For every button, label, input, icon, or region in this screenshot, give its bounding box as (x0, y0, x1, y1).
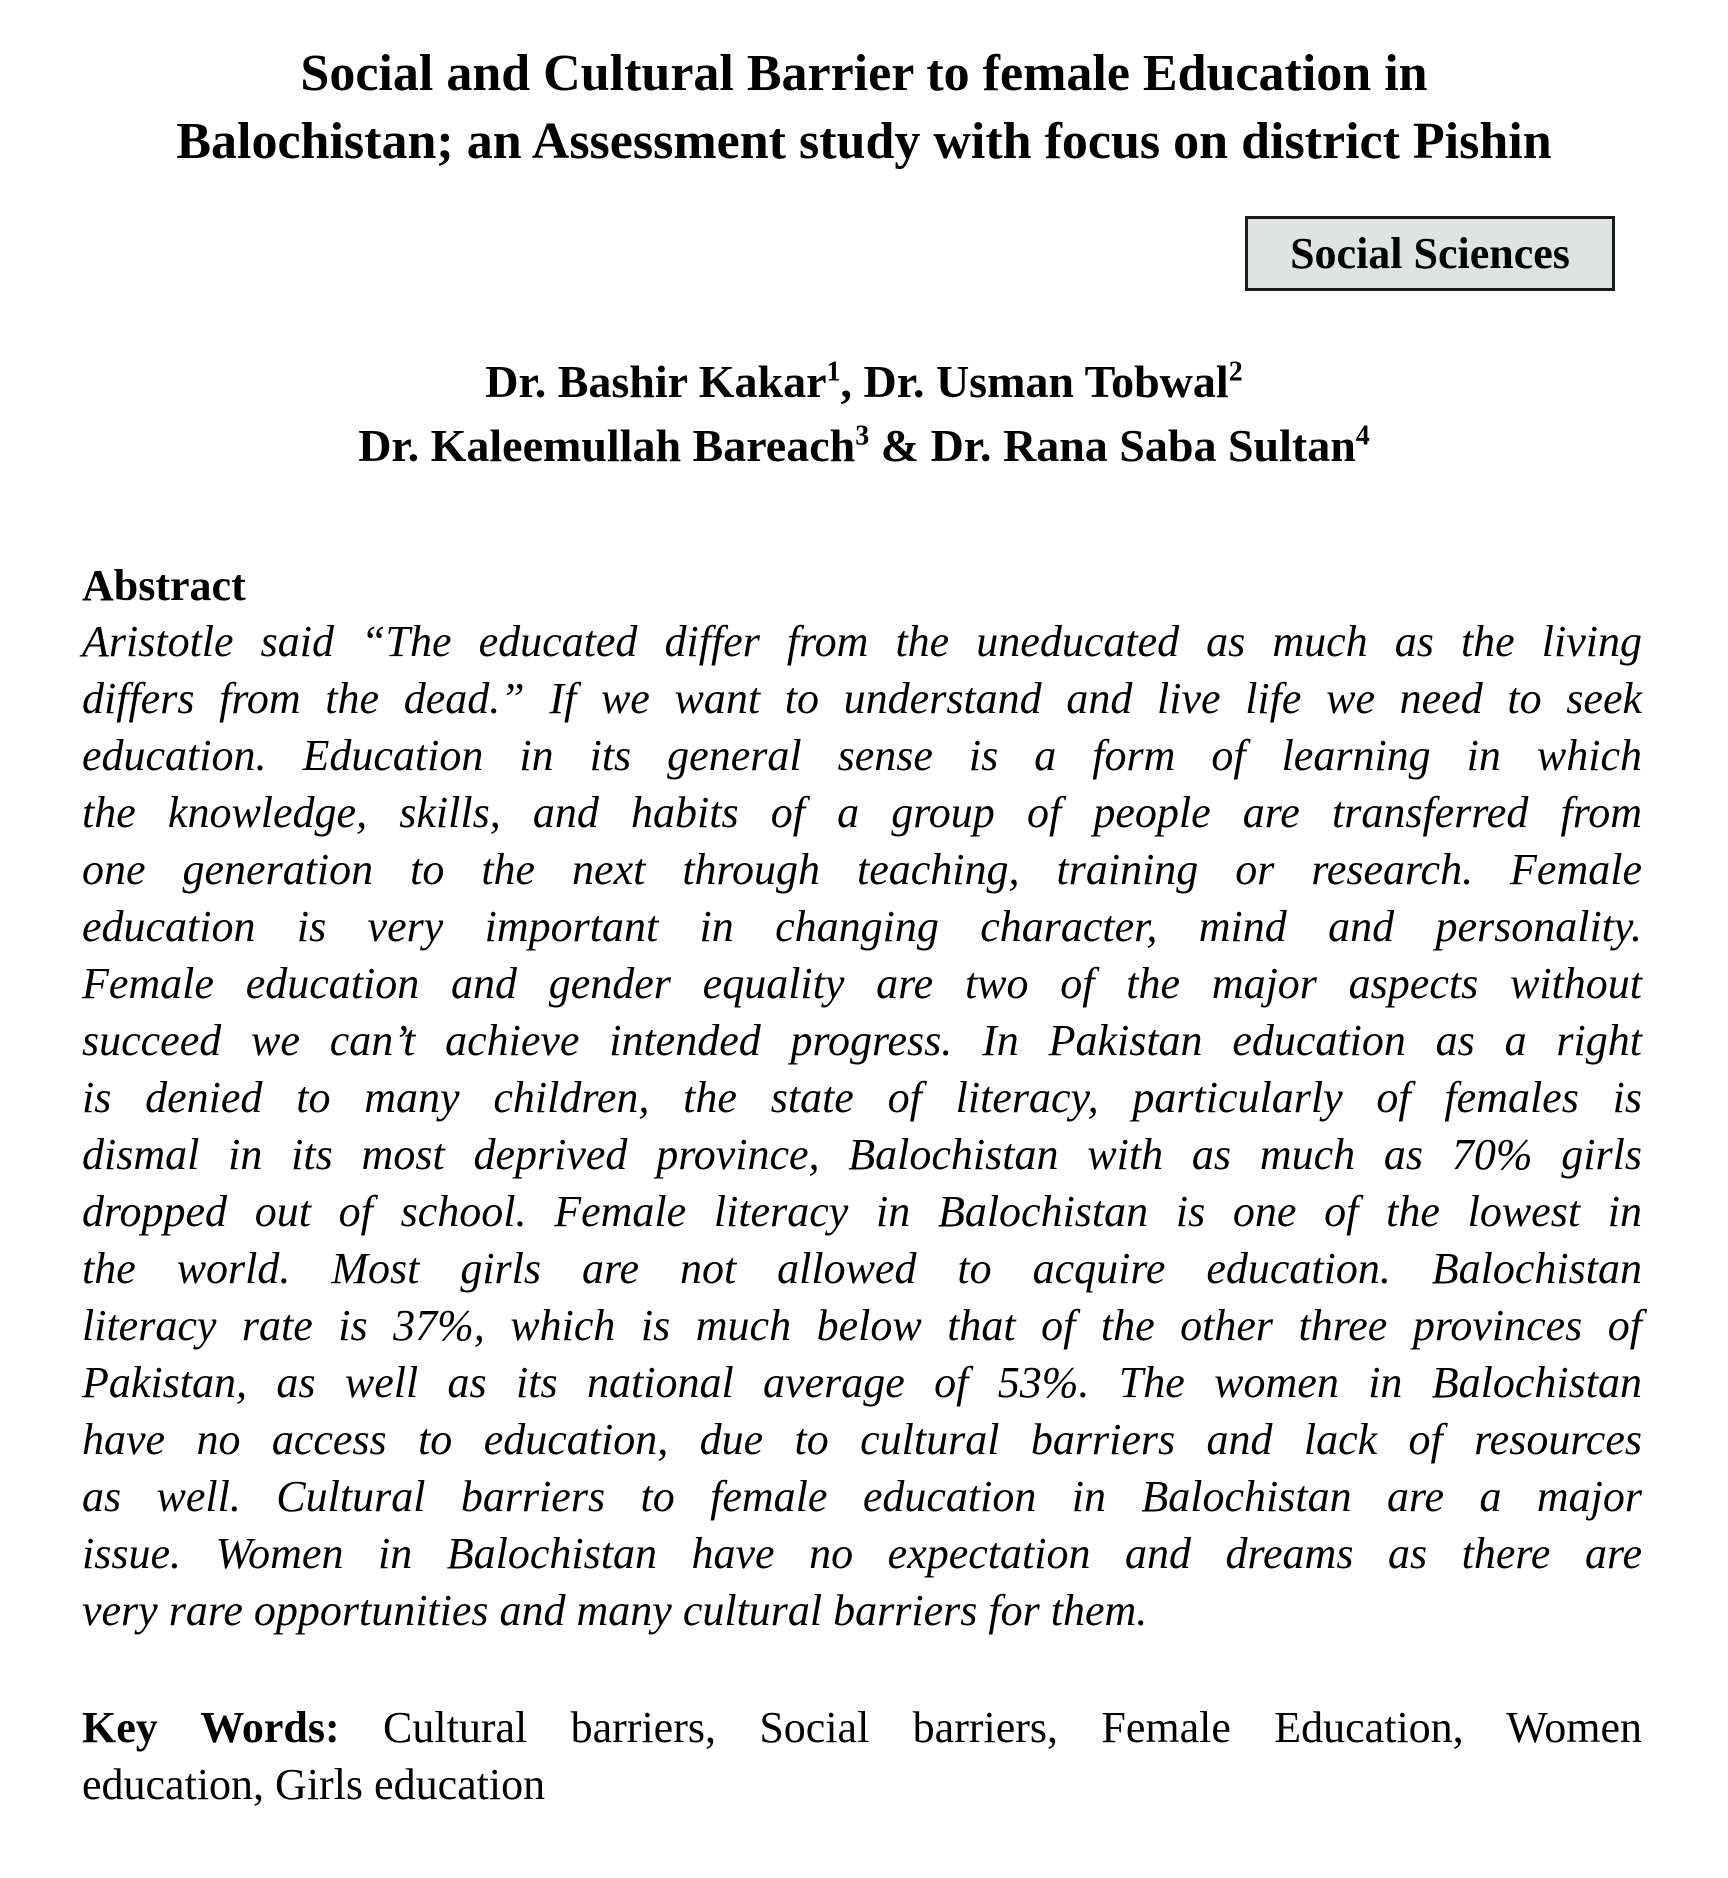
keywords-line-1 (82, 1700, 1642, 1756)
abstract-line: dropped out of school. Female literacy in Balochistan is one of the lowest in (82, 1187, 1642, 1236)
abstract-line: is denied to many children, the state of literacy, particularly of females is (82, 1073, 1642, 1122)
abstract-line: Female education and gender equality are two of the major aspects without (82, 959, 1642, 1008)
author-affiliation-mark: 3 (855, 420, 870, 452)
author-name: Dr. Rana Saba Sultan (930, 420, 1356, 471)
author-name: Dr. Kaleemullah Bareach (358, 420, 856, 471)
authors-line-1 (0, 350, 1728, 414)
abstract-line: dismal in its most deprived province, Balochistan with as much as 70% girls (82, 1130, 1642, 1179)
category-label: Social Sciences (1290, 229, 1570, 278)
paper-title-line-1: Social and Cultural Barrier to female Education in (300, 45, 1428, 102)
authors-line-2 (0, 414, 1728, 478)
abstract-line: as well. Cultural barriers to female education in Balochistan are a major (82, 1472, 1642, 1521)
author-affiliation-mark: 2 (1228, 356, 1243, 388)
abstract-line: issue. Women in Balochistan have no expectation and dreams as there are (82, 1529, 1642, 1578)
keywords-values: Cultural barriers, Social barriers, Female Education, Women (339, 1703, 1642, 1752)
category-badge (1245, 216, 1615, 291)
author-name: Dr. Bashir Kakar (485, 356, 827, 407)
author-affiliation-mark: 1 (826, 356, 841, 388)
abstract-line: education is very important in changing character, mind and personality. (82, 902, 1642, 951)
author-separator: & (869, 420, 931, 471)
abstract-line: one generation to the next through teaching, training or research. Female (82, 845, 1642, 894)
abstract-line: education. Education in its general sense is a form of learning in which (82, 731, 1642, 780)
abstract-line: the knowledge, skills, and habits of a group of people are transferred from (82, 788, 1642, 837)
abstract-heading: Abstract (82, 561, 246, 610)
author-separator: , (840, 356, 864, 407)
abstract-line: succeed we can’t achieve intended progress. In Pakistan education as a right (82, 1016, 1642, 1065)
abstract-line: very rare opportunities and many cultural barriers for them. (82, 1586, 1148, 1635)
abstract-line: literacy rate is 37%, which is much below that of the other three provinces of (82, 1301, 1642, 1350)
author-affiliation-mark: 4 (1355, 420, 1370, 452)
author-name: Dr. Usman Tobwal (863, 356, 1229, 407)
abstract-line: differs from the dead.” If we want to understand and live life we need to seek (82, 674, 1642, 723)
keywords-label: Key Words: (82, 1703, 340, 1752)
abstract-line: have no access to education, due to cultural barriers and lack of resources (82, 1415, 1642, 1464)
keywords-line-2: education, Girls education (82, 1760, 546, 1809)
abstract-line: Pakistan, as well as its national average of 53%. The women in Balochistan (82, 1358, 1642, 1407)
paper-title-line-2: Balochistan; an Assessment study with focus on district Pishin (176, 113, 1552, 170)
abstract-line: Aristotle said “The educated differ from the uneducated as much as the living (82, 617, 1642, 666)
abstract-line: the world. Most girls are not allowed to acquire education. Balochistan (82, 1244, 1642, 1293)
